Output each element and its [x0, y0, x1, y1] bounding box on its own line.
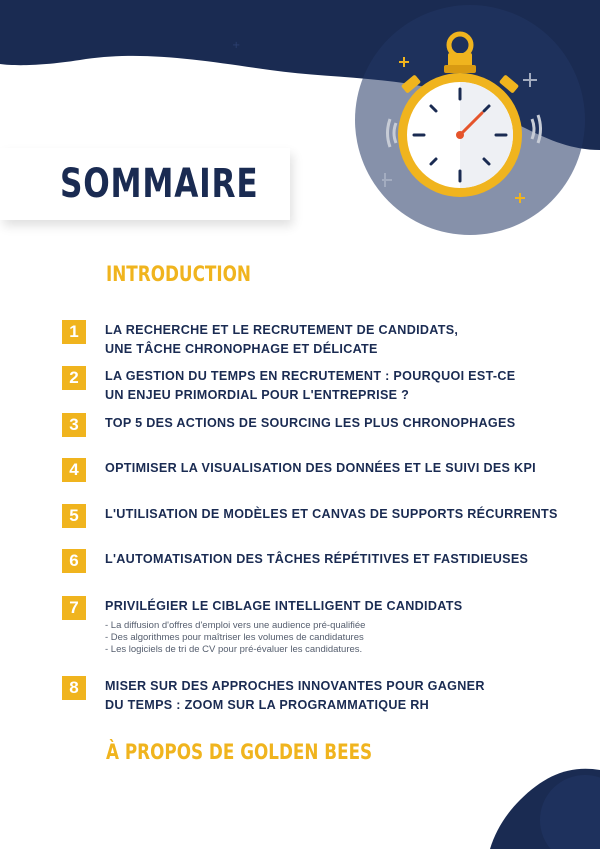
toc-subitem: - La diffusion d'offres d'emploi vers une audience pré-qualifiée — [105, 620, 366, 631]
toc-item-number: 2 — [62, 366, 86, 390]
section-about: À PROPOS DE GOLDEN BEES — [106, 740, 373, 764]
toc-item-title: MISER SUR DES APPROCHES INNOVANTES POUR GAGNER — [105, 679, 485, 693]
svg-text:+: + — [232, 40, 241, 51]
toc-item-number: 3 — [62, 413, 86, 437]
toc-item-number: 6 — [62, 549, 86, 573]
toc-item-title: TOP 5 DES ACTIONS DE SOURCING LES PLUS CHRONOPHAGES — [105, 416, 516, 430]
toc-item-number: 7 — [62, 596, 86, 620]
toc-subitem-list — [105, 620, 575, 656]
toc-item-title: OPTIMISER LA VISUALISATION DES DONNÉES ET LE SUIVI DES KPI — [105, 461, 536, 475]
toc-subitem: - Des algorithmes pour maîtriser les volumes de candidatures — [105, 632, 364, 643]
toc-item-title: LA GESTION DU TEMPS EN RECRUTEMENT : POURQUOI EST-CE — [105, 369, 516, 383]
section-introduction: INTRODUCTION — [106, 262, 251, 286]
toc-item-number: 5 — [62, 504, 86, 528]
toc-item-title: DU TEMPS : ZOOM SUR LA PROGRAMMATIQUE RH — [105, 698, 430, 712]
toc-item-title: L'AUTOMATISATION DES TÂCHES RÉPÉTITIVES ET FASTIDIEUSES — [105, 552, 529, 566]
toc-item-title: L'UTILISATION DE MODÈLES ET CANVAS DE SUPPORTS RÉCURRENTS — [105, 507, 558, 521]
toc-item-title: PRIVILÉGIER LE CIBLAGE INTELLIGENT DE CANDIDATS — [105, 599, 463, 613]
page-title: SOMMAIRE — [60, 161, 259, 207]
stopwatch-icon — [382, 25, 552, 215]
toc-item-title: UN ENJEU PRIMORDIAL POUR L'ENTREPRISE ? — [105, 388, 410, 402]
toc-item-number: 8 — [62, 676, 86, 700]
toc-item-title: LA RECHERCHE ET LE RECRUTEMENT DE CANDIDATS, — [105, 323, 459, 337]
toc-item-number: 1 — [62, 320, 86, 344]
toc-item-number: 4 — [62, 458, 86, 482]
toc-item-title: UNE TÂCHE CHRONOPHAGE ET DÉLICATE — [105, 342, 378, 356]
toc-subitem: - Les logiciels de tri de CV pour pré-évaluer les candidatures. — [105, 644, 363, 655]
